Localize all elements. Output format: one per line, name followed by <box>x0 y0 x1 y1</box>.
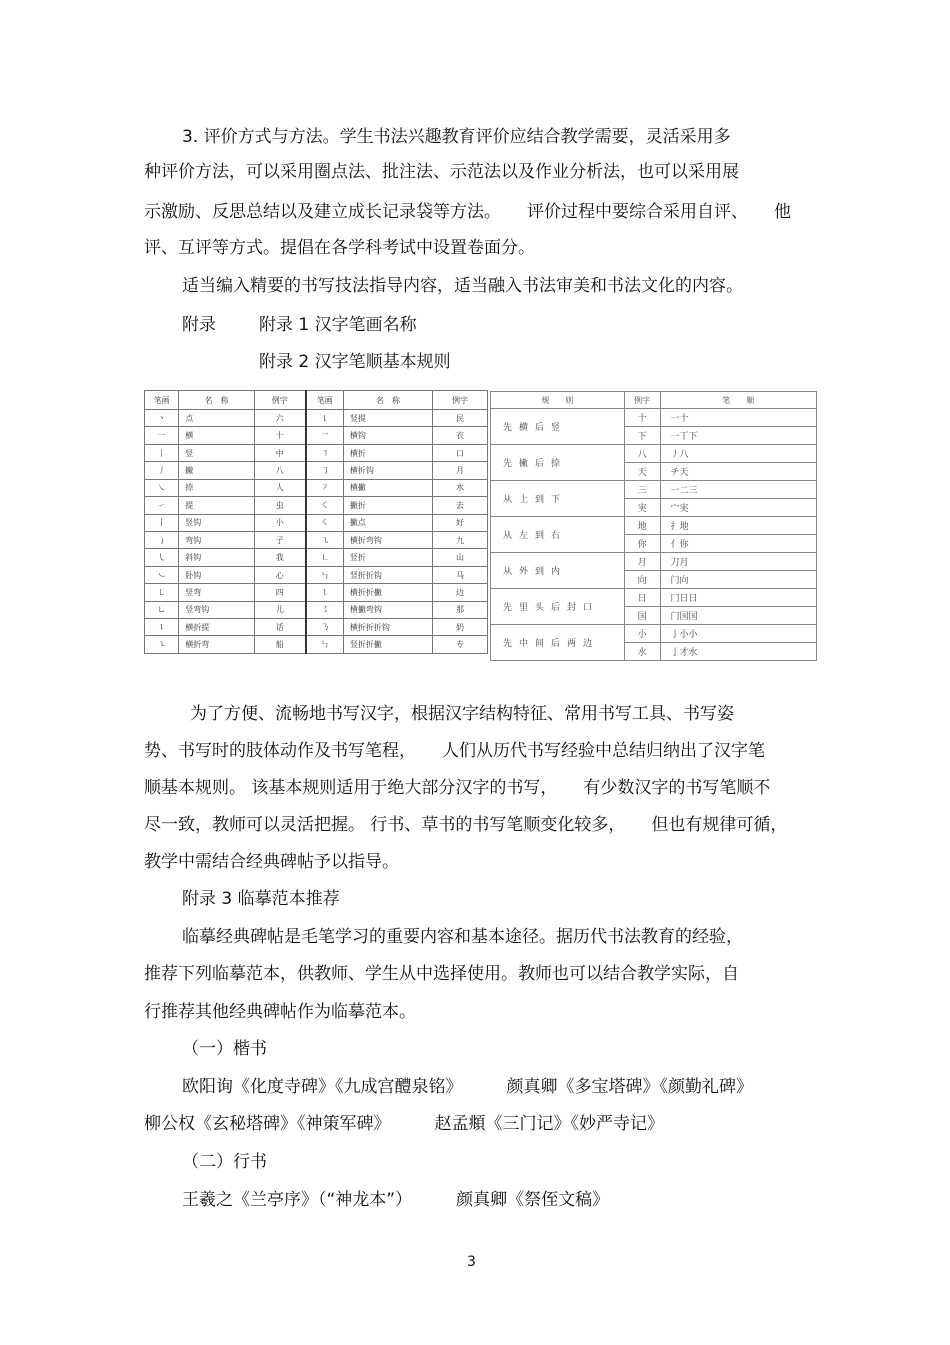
name-cell: 横折钩 <box>343 462 432 479</box>
stroke-cell: ㇊ <box>145 619 179 636</box>
example-cell: 去 <box>433 497 488 514</box>
name-cell: 提 <box>179 497 254 514</box>
stroke-cell: ㇗ <box>306 549 344 566</box>
xingshu-line1b: 颜真卿《祭侄文稿》 <box>456 1190 610 1210</box>
example-char-cell: 小 <box>624 625 660 643</box>
example-char-cell: 国 <box>624 607 660 625</box>
name-cell: 撇 <box>179 462 254 479</box>
table-row <box>491 589 817 607</box>
para4-line1: 临摹经典碑帖是毛笔学习的重要内容和基本途径。据历代书法教育的经验， <box>182 927 743 947</box>
example-char-cell: 月 <box>624 553 660 571</box>
example-cell: 六 <box>254 410 305 427</box>
stroke-cell: ㇡ <box>306 619 344 636</box>
example-cell: 船 <box>254 636 305 654</box>
name-cell: 竖弯钩 <box>179 601 254 618</box>
table-row <box>145 584 488 601</box>
example-cell: 月 <box>433 462 488 479</box>
appendix-label: 附录 <box>182 315 216 335</box>
kaishu-line1b: 颜真卿《多宝塔碑》《颜勤礼碑》 <box>506 1077 753 1097</box>
para3-line2a: 势、书写时的肢体动作及书写笔程， <box>144 741 416 761</box>
example-cell: 话 <box>254 619 305 636</box>
col-header-order: 笔 顺 <box>660 392 816 409</box>
table-row <box>145 636 488 654</box>
para4-line3: 行推荐其他经典碑帖作为临摹范本。 <box>144 1002 416 1022</box>
name-cell: 撇点 <box>343 514 432 531</box>
para3-line2 <box>144 740 765 762</box>
col-header-rule: 规 则 <box>491 392 625 409</box>
name-cell: 横折 <box>343 444 432 461</box>
order-cell: 一二三 <box>660 481 816 499</box>
example-cell: 小 <box>254 514 305 531</box>
kaishu-line1a: 欧阳询《化度寺碑》《九成宫醴泉铭》 <box>182 1077 463 1097</box>
para1-line1: 3. 评价方式与方法。学生书法兴趣教育评价应结合教学需要，灵活采用多 <box>182 127 731 147</box>
table-row <box>145 444 488 461</box>
order-cell: 亅小小 <box>660 625 816 643</box>
table-row <box>491 517 817 535</box>
appendix3-heading: 附录 3 临摹范本推荐 <box>182 889 340 909</box>
name-cell: 横折弯钩 <box>343 531 432 548</box>
example-char-cell: 日 <box>624 589 660 607</box>
example-char-cell: 天 <box>624 463 660 481</box>
stroke-cell: 丨 <box>145 444 179 461</box>
example-char-cell: 水 <box>624 643 660 661</box>
example-cell: 边 <box>433 584 488 601</box>
para3-line3 <box>144 777 770 799</box>
order-cell: 冂日日 <box>660 589 816 607</box>
example-cell: 心 <box>254 566 305 583</box>
table-row <box>145 462 488 479</box>
example-cell: 人 <box>254 479 305 496</box>
para3-line4 <box>144 814 787 836</box>
name-cell: 横 <box>179 427 254 444</box>
order-cell: 刀月 <box>660 553 816 571</box>
para1-line4: 评、互评等方式。提倡在各学科考试中设置卷面分。 <box>144 238 535 258</box>
rule-cell: 从左到右 <box>491 517 625 553</box>
table-row <box>491 625 817 643</box>
table-row <box>491 445 817 463</box>
example-cell: 山 <box>433 549 488 566</box>
stroke-cell: ㇛ <box>306 514 344 531</box>
name-cell: 竖 <box>179 444 254 461</box>
example-cell: 我 <box>254 549 305 566</box>
table-row <box>491 553 817 571</box>
table-row <box>145 566 488 583</box>
xingshu-line1a: 王羲之《兰亭序》（“神龙本”） <box>182 1190 413 1210</box>
stroke-cell: 亅 <box>145 514 179 531</box>
order-cell: 门向 <box>660 571 816 589</box>
example-cell: 马 <box>433 566 488 583</box>
example-cell: 九 <box>433 531 488 548</box>
table-row <box>145 479 488 496</box>
para3-line3a: 顺基本规则。 该基本规则适用于绝大部分汉字的书写， <box>144 778 558 798</box>
kaishu-line2a: 柳公权《玄秘塔碑》《神策军碑》 <box>144 1114 391 1134</box>
para3-line4b: 但也有规律可循， <box>651 815 788 835</box>
example-cell: 口 <box>433 444 488 461</box>
stroke-cell: ㇌ <box>306 601 344 618</box>
para3-line3b: 有少数汉字的书写笔顺不 <box>583 778 771 798</box>
xingshu-line1 <box>182 1189 609 1211</box>
table-row <box>145 427 488 444</box>
example-char-cell: 八 <box>624 445 660 463</box>
name-cell: 横折提 <box>179 619 254 636</box>
name-cell: 竖提 <box>343 410 432 427</box>
rule-cell: 先里头后封口 <box>491 589 625 625</box>
order-cell: 一十 <box>660 409 816 427</box>
col-header-example-2: 例字 <box>433 391 488 410</box>
stroke-cell: ㇄ <box>145 584 179 601</box>
example-cell: 虫 <box>254 497 305 514</box>
para1-line3 <box>144 201 791 223</box>
stroke-cell: 丿 <box>145 462 179 479</box>
para1-line3c: 他 <box>774 202 791 222</box>
example-cell: 十 <box>254 427 305 444</box>
example-cell: 专 <box>433 636 488 654</box>
order-cell: 宀実 <box>660 499 816 517</box>
para3-line2b: 人们从历代书写经验中总结归纳出了汉字笔 <box>442 741 765 761</box>
col-header-name-2: 名 称 <box>343 391 432 410</box>
name-cell: 弯钩 <box>179 531 254 548</box>
stroke-cell: ㇆ <box>306 462 344 479</box>
name-cell: 竖钩 <box>179 514 254 531</box>
table-row <box>145 514 488 531</box>
stroke-cell: ㇕ <box>306 444 344 461</box>
order-cell: 丿八 <box>660 445 816 463</box>
name-cell: 横钩 <box>343 427 432 444</box>
example-char-cell: 地 <box>624 517 660 535</box>
stroke-cell: 一 <box>145 427 179 444</box>
stroke-cell: ㇈ <box>306 531 344 548</box>
table-row <box>491 409 817 427</box>
example-cell: 儿 <box>254 601 305 618</box>
name-cell: 横撇弯钩 <box>343 601 432 618</box>
order-cell: チ天 <box>660 463 816 481</box>
appendix-item1: 附录 1 汉字笔画名称 <box>259 315 417 335</box>
stroke-cell: ㇁ <box>145 531 179 548</box>
example-char-cell: 三 <box>624 481 660 499</box>
example-char-cell: 你 <box>624 535 660 553</box>
xingshu-heading: （二）行书 <box>182 1152 267 1172</box>
stroke-cell: ㇖ <box>306 427 344 444</box>
example-cell: 子 <box>254 531 305 548</box>
example-cell: 八 <box>254 462 305 479</box>
name-cell: 横折弯 <box>179 636 254 654</box>
example-char-cell: 実 <box>624 499 660 517</box>
example-cell: 那 <box>433 601 488 618</box>
example-char-cell: 十 <box>624 409 660 427</box>
stroke-cell: ㇏ <box>145 479 179 496</box>
col-header-stroke: 笔画 <box>145 391 179 410</box>
stroke-cell: ㇃ <box>145 566 179 583</box>
order-cell: 一丅下 <box>660 427 816 445</box>
order-cell: 亅才水 <box>660 643 816 661</box>
name-cell: 撇折 <box>343 497 432 514</box>
example-cell: 好 <box>433 514 488 531</box>
kaishu-line2 <box>144 1113 664 1135</box>
rule-cell: 从上到下 <box>491 481 625 517</box>
stroke-cell: 丶 <box>145 410 179 427</box>
table-row <box>145 549 488 566</box>
table-row <box>491 481 817 499</box>
order-cell: 扌地 <box>660 517 816 535</box>
example-char-cell: 下 <box>624 427 660 445</box>
stroke-cell: ㇛ <box>306 497 344 514</box>
order-table-header <box>491 392 817 409</box>
kaishu-heading: （一）楷书 <box>182 1039 267 1059</box>
example-cell: 中 <box>254 444 305 461</box>
name-cell: 横撇 <box>343 479 432 496</box>
example-cell: 衣 <box>433 427 488 444</box>
para3-line5: 教学中需结合经典碑帖予以指导。 <box>144 852 399 872</box>
kaishu-line1 <box>182 1076 753 1098</box>
stroke-order-table <box>490 391 817 661</box>
table-row <box>145 497 488 514</box>
para4-line2: 推荐下列临摹范本，供教师、学生从中选择使用。教师也可以结合教学实际，自 <box>144 964 739 984</box>
table-row <box>145 410 488 427</box>
example-cell: 水 <box>433 479 488 496</box>
kaishu-line2b: 赵孟頫《三门记》《妙严寺记》 <box>434 1114 664 1134</box>
example-cell: 民 <box>433 410 488 427</box>
order-cell: 门国国 <box>660 607 816 625</box>
order-cell: 亻你 <box>660 535 816 553</box>
rule-cell: 先中间后两边 <box>491 625 625 661</box>
name-cell: 捺 <box>179 479 254 496</box>
example-cell: 奶 <box>433 619 488 636</box>
rule-cell: 先横后竖 <box>491 409 625 445</box>
para1-line3a: 示激励、反思总结以及建立成长记录袋等方法。 <box>144 202 501 222</box>
rule-cell: 从外到内 <box>491 553 625 589</box>
stroke-cell: ㇇ <box>306 479 344 496</box>
appendix-item2: 附录 2 汉字笔顺基本规则 <box>259 352 451 372</box>
name-cell: 竖折折钩 <box>343 566 432 583</box>
table-row <box>145 619 488 636</box>
name-cell: 竖折 <box>343 549 432 566</box>
stroke-cell: ㇅ <box>306 584 344 601</box>
name-cell: 横折折折钩 <box>343 619 432 636</box>
stroke-cell: ㇂ <box>145 549 179 566</box>
para1-line3b: 评价过程中要综合采用自评、 <box>527 202 748 222</box>
para1-line2: 种评价方法，可以采用圈点法、批注法、示范法以及作业分析法，也可以采用展 <box>144 162 739 182</box>
stroke-cell: ㇀ <box>145 497 179 514</box>
rule-cell: 先撇后捺 <box>491 445 625 481</box>
stroke-cell: ㇉ <box>306 566 344 583</box>
para3-line1: 为了方便、流畅地书写汉字，根据汉字结构特征、常用书写工具、书写姿 <box>190 704 734 724</box>
col-header-example-char: 例字 <box>624 392 660 409</box>
name-cell: 斜钩 <box>179 549 254 566</box>
stroke-names-table <box>144 390 488 654</box>
name-cell: 竖弯 <box>179 584 254 601</box>
table-row <box>145 531 488 548</box>
stroke-cell: ㇟ <box>145 601 179 618</box>
col-header-example: 例字 <box>254 391 305 410</box>
name-cell: 横折折撇 <box>343 584 432 601</box>
para3-line4a: 尽一致，教师可以灵活把握。 行书、草书的书写笔顺变化较多， <box>144 815 626 835</box>
stroke-table-header <box>145 391 488 410</box>
col-header-name: 名 称 <box>179 391 254 410</box>
table-row <box>145 601 488 618</box>
page-number: 3 <box>467 1254 476 1270</box>
stroke-cell: ㇙ <box>306 410 344 427</box>
stroke-cell: ㇍ <box>145 636 179 654</box>
para2: 适当编入精要的书写技法指导内容，适当融入书法审美和书法文化的内容。 <box>182 276 743 296</box>
stroke-cell: ㇉ <box>306 636 344 654</box>
col-header-stroke-2: 笔画 <box>306 391 344 410</box>
name-cell: 点 <box>179 410 254 427</box>
example-char-cell: 向 <box>624 571 660 589</box>
example-cell: 四 <box>254 584 305 601</box>
name-cell: 竖折折撇 <box>343 636 432 654</box>
name-cell: 卧钩 <box>179 566 254 583</box>
